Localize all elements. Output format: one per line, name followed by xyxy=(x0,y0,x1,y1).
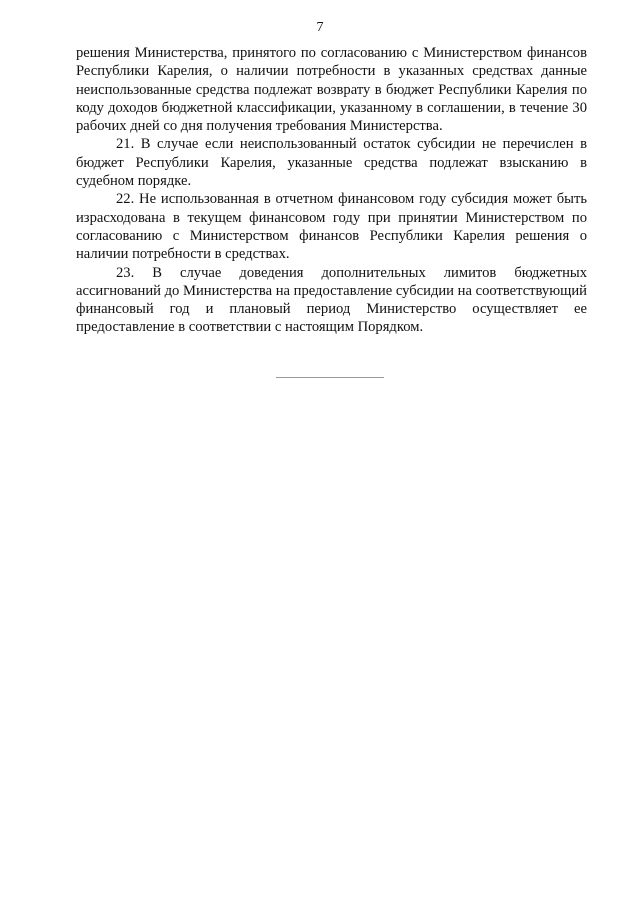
paragraph-continuation: решения Министерства, принятого по согласованию с Министерством финансов Республики Карелия, о наличии потребности в указанных средствах данные неиспользованные средства подлежат возврату в бюджет Республики Карелия по коду доходов бюджетной классификации, указанному в соглашении, в течение 30 рабочих дней со дня получения требования Министерства. xyxy=(76,45,587,135)
page-number: 7 xyxy=(316,20,324,35)
paragraph-23: 23. В случае доведения дополнительных лимитов бюджетных ассигнований до Министерства на предоставление субсидии на соответствующий финансовый год и плановый период Министерство осуществляет ее предоставление в соответствии с настоящим Порядком. xyxy=(76,264,587,336)
document-body xyxy=(76,44,587,337)
end-divider xyxy=(276,377,384,378)
paragraph-21: 21. В случае если неиспользованный остаток субсидии не перечислен в бюджет Республики Карелия, указанные средства подлежат взысканию в судебном порядке. xyxy=(76,136,587,190)
paragraph-22: 22. Не использованная в отчетном финансовом году субсидия может быть израсходована в текущем финансовом году при принятии Министерством по согласованию с Министерством финансов Республики Карелия решения о наличии потребности в средствах. xyxy=(76,191,587,263)
